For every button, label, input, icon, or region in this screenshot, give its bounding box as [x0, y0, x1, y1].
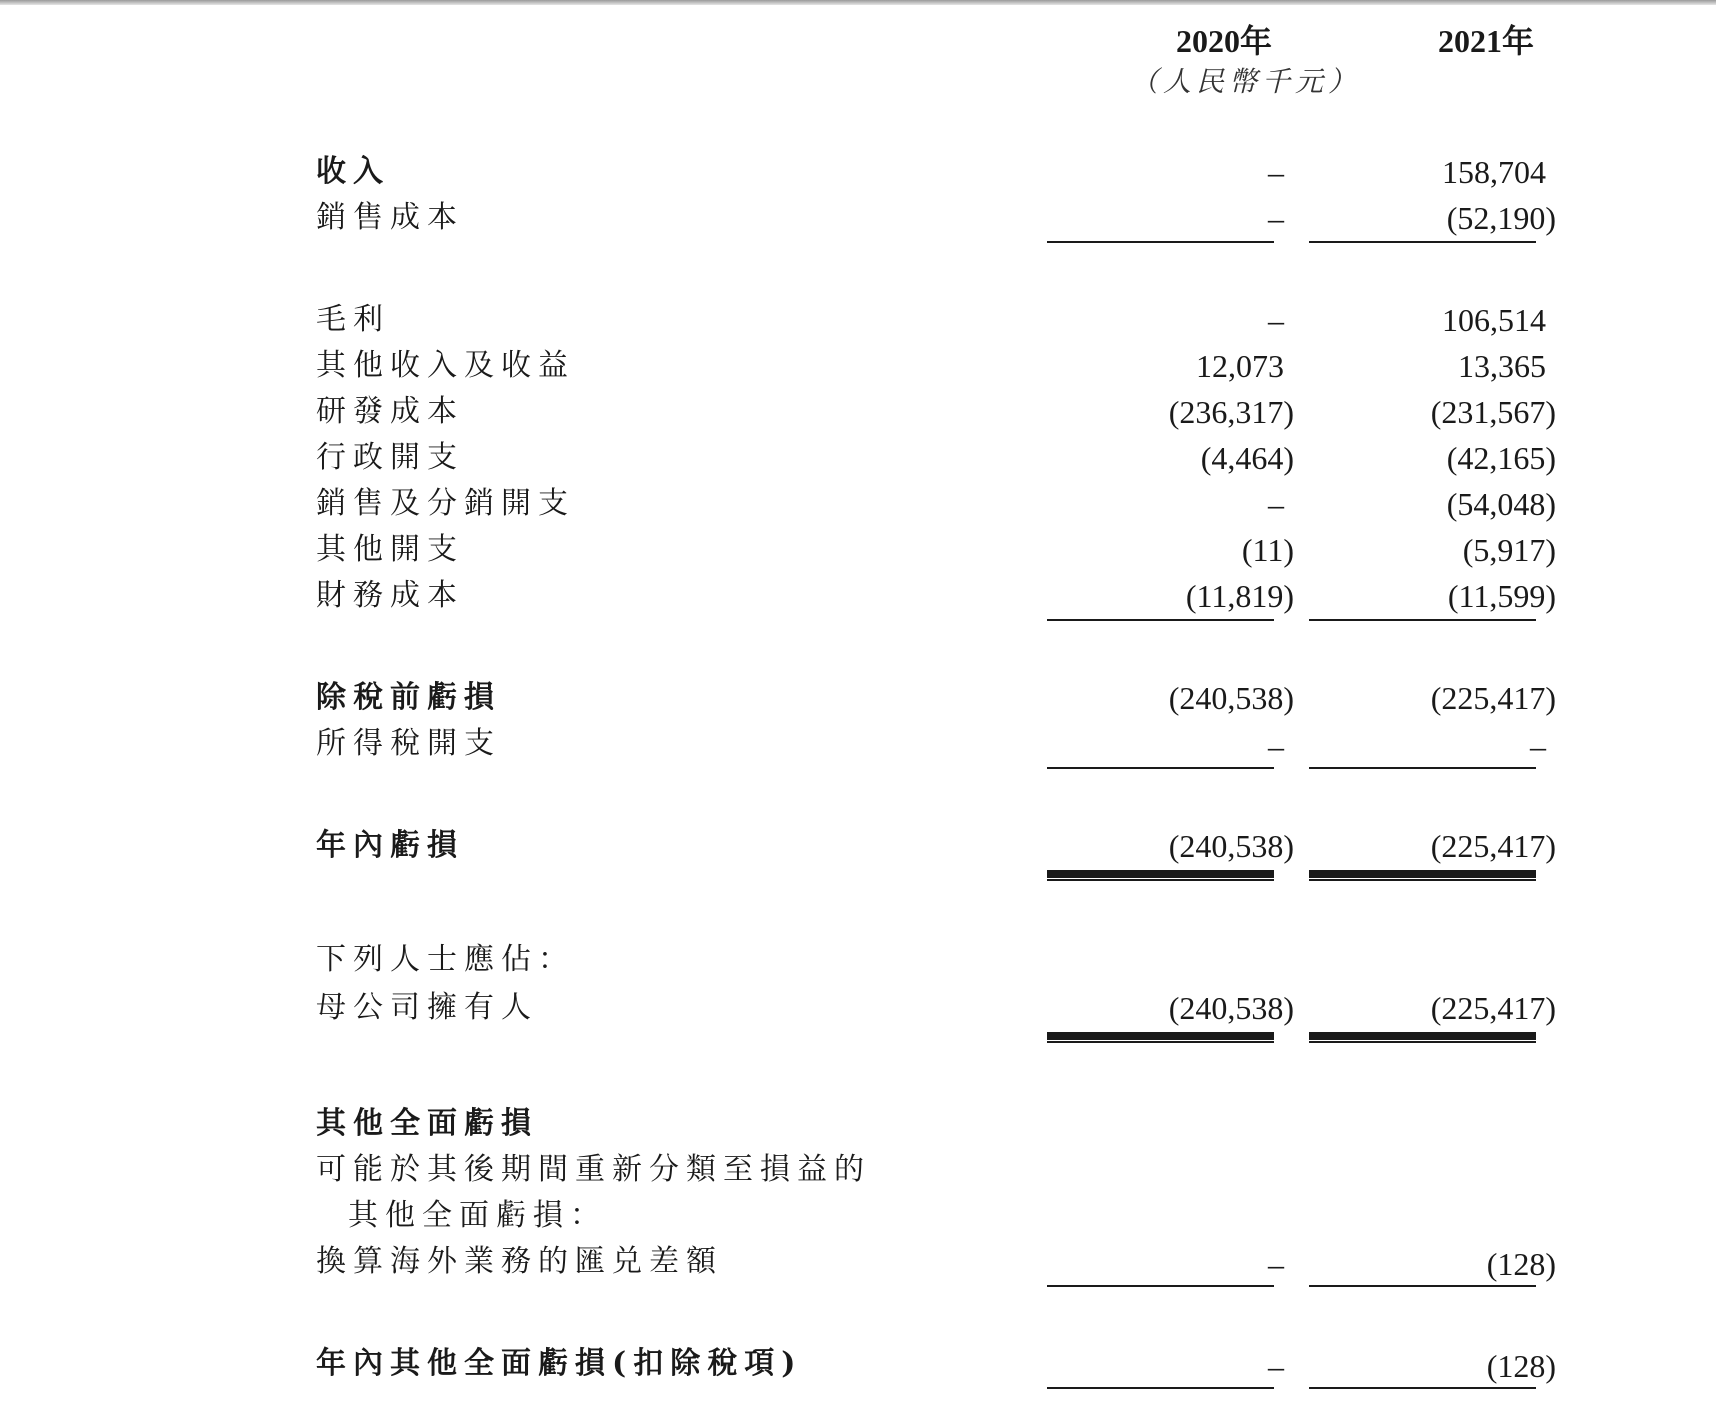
row-label-other-expenses: 其他開支: [316, 532, 464, 567]
row-value-2020: –: [1268, 154, 1284, 190]
row-value-2020: –: [1268, 1246, 1284, 1282]
currency-unit-note: （人民幣千元）: [1130, 65, 1362, 98]
column-header-2020: 2020年: [1175, 23, 1272, 59]
row-label-cost-of-sales: 銷售成本: [316, 200, 464, 235]
row-value-2020: –: [1268, 1348, 1284, 1384]
column-header-2021: 2021年: [1437, 23, 1534, 59]
row-value-2020: –: [1268, 486, 1284, 522]
row-value-2021: (128): [1486, 1348, 1556, 1384]
row-value-2021: 158,704: [1442, 154, 1546, 190]
row-label-revenue: 收入: [316, 154, 390, 189]
subtotal-rule: [1047, 241, 1274, 243]
row-value-2020: (240,538): [1168, 990, 1294, 1026]
row-value-2021: –: [1530, 728, 1546, 764]
row-label-exchange-differences: 換算海外業務的匯兑差額: [316, 1244, 723, 1279]
subtotal-rule: [1047, 619, 1274, 621]
row-label-reclassifiable-line1: 可能於其後期間重新分類至損益的: [316, 1152, 871, 1187]
row-value-2021: (225,417): [1430, 680, 1556, 716]
subtotal-rule: [1309, 241, 1536, 243]
row-value-2021: (225,417): [1430, 990, 1556, 1026]
section-heading-other-comprehensive-loss: 其他全面虧損: [316, 1106, 538, 1141]
total-double-rule: [1047, 870, 1274, 878]
subtotal-rule: [1047, 1387, 1274, 1389]
row-value-2020: –: [1268, 200, 1284, 236]
row-value-2020: (11): [1241, 532, 1294, 568]
row-value-2021: (11,599): [1447, 578, 1556, 614]
row-label-attributable-to: 下列人士應佔：: [316, 942, 575, 977]
row-label-owners-of-parent: 母公司擁有人: [316, 990, 538, 1025]
row-value-2020: (240,538): [1168, 828, 1294, 864]
subtotal-rule: [1309, 767, 1536, 769]
row-value-2021: (54,048): [1446, 486, 1556, 522]
row-value-2021: (5,917): [1462, 532, 1556, 568]
row-value-2020: –: [1268, 728, 1284, 764]
row-label-other-income: 其他收入及收益: [316, 348, 575, 383]
row-label-income-tax: 所得稅開支: [316, 726, 501, 761]
row-label-loss-for-year: 年內虧損: [316, 828, 464, 863]
row-label-gross-profit: 毛利: [316, 302, 390, 337]
subtotal-rule: [1047, 767, 1274, 769]
top-edge-rule: [0, 0, 1716, 5]
row-value-2020: (236,317): [1168, 394, 1294, 430]
subtotal-rule: [1047, 1285, 1274, 1287]
total-double-rule: [1309, 1032, 1536, 1040]
row-label-selling-expenses: 銷售及分銷開支: [316, 486, 575, 521]
row-label-admin-expenses: 行政開支: [316, 440, 464, 475]
subtotal-rule: [1309, 1387, 1536, 1389]
row-value-2021: 13,365: [1458, 348, 1546, 384]
subtotal-rule: [1309, 1285, 1536, 1287]
subtotal-rule: [1309, 619, 1536, 621]
row-label-finance-costs: 財務成本: [316, 578, 464, 613]
row-label-loss-before-tax: 除稅前虧損: [316, 680, 501, 715]
row-value-2021: 106,514: [1442, 302, 1546, 338]
row-value-2021: (128): [1486, 1246, 1556, 1282]
row-value-2020: 12,073: [1196, 348, 1284, 384]
row-label-other-comprehensive-loss-net: 年內其他全面虧損(扣除稅項): [316, 1346, 803, 1381]
row-value-2021: (225,417): [1430, 828, 1556, 864]
row-value-2020: –: [1268, 302, 1284, 338]
row-label-reclassifiable-line2: 其他全面虧損：: [348, 1198, 607, 1233]
row-value-2020: (240,538): [1168, 680, 1294, 716]
row-value-2020: (11,819): [1185, 578, 1294, 614]
row-label-rnd-costs: 研發成本: [316, 394, 464, 429]
row-value-2021: (52,190): [1446, 200, 1556, 236]
total-double-rule: [1309, 870, 1536, 878]
row-value-2021: (231,567): [1430, 394, 1556, 430]
total-double-rule: [1047, 1032, 1274, 1040]
row-value-2020: (4,464): [1200, 440, 1294, 476]
row-value-2021: (42,165): [1446, 440, 1556, 476]
